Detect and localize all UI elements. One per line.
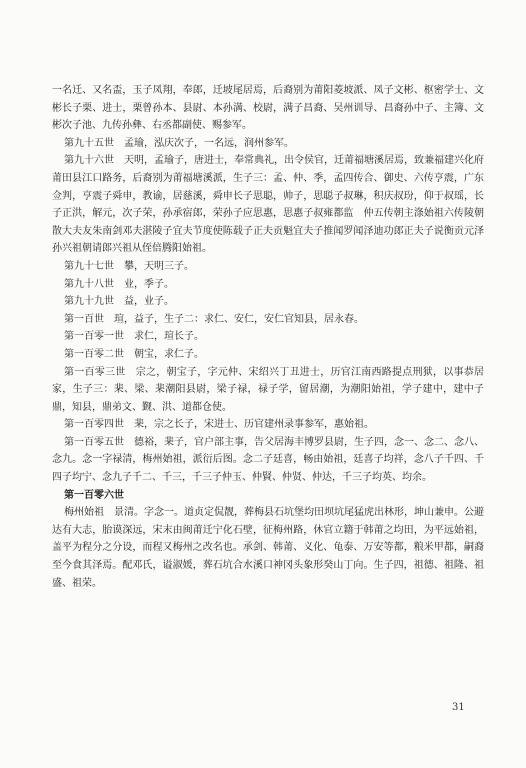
generation-98: 第九十八世 业，季子。 [64, 278, 174, 290]
generation-95: 第九十五世 孟瑜，泓庆次子，一名远，润州参军。 [64, 137, 294, 149]
generation-104: 第一百零四世 棐，宗之长子，宋进士、历官建州录事参军，惠始祖。 [64, 419, 374, 431]
generation-103: 第一百零三世 宗之，朝宝子，字元仲、宋绍兴丁丑进士，历官江南西路提点刑狱，以事恭居家，生子三：棐、梁、棐潮阳县尉，梁子禄，禄子学，留居潮，为潮阳始祖，学子建中，建中子鼎，知县，鼎弟文、觐、洪、道都仓使。 [52, 366, 484, 413]
meizhou-founder-paragraph: 梅州始祖 景清。字念一。道贞定侃靓，葬梅县石坑堡均田坝坑尾猛虎出林形，坤山兼申。公避达有大志，胎谟深远，宋末由闽莆迁宁化石壁，征梅州路，休官立籍于韩莆之均田，为平远始祖，盖平为程分之分设，而程又梅州之改名也。承剑、韩莆、义化、龟泰、万安等都，粮米甲都，嗣裔至今食其泽焉。配邓氏，谥淑媛，葬石坑合水溪口神冈头象形癸山丁向。生子四，祖德、祖隆、祖盛、祖荣。 [52, 507, 484, 589]
generation-102: 第一百零二世 朝宝，求仁子。 [64, 348, 204, 360]
page-number: 31 [452, 702, 465, 713]
generation-99: 第九十九世 益，业子。 [64, 296, 174, 308]
generation-105: 第一百零五世 德裕，棐子，官户部主事，告父居海丰博罗县尉，生子四，念一、念二、念八、念九。念一字禄清，梅州始祖，派衍后图。念二子廷喜，畅由始祖，廷喜子均祥，念八子千四、千四子均宁、念九子千二、千三，千三子仲玉、仲賢、仲贤、仲达，千三子均英、均余。 [52, 436, 484, 484]
generation-97: 第九十七世 攀，天明三子。 [64, 260, 194, 272]
generation-101: 第一百零一世 求仁，瑄长子。 [64, 331, 204, 343]
paragraph-intro: 一名迁、又名盃，玉子凤翔，奉郎，迁坡尾居焉，后裔别为莆阳菱坡派、凤子文彬、枢密学士、文彬长子栗、进士，栗曾孙本、县尉、本孙满、校尉，满子昌裔、吴州训导、昌裔孙中子、主簿、文彬次子池、九传孙彝、右丞都副使、赐参军。 [52, 85, 484, 132]
section-heading-106: 第一百零六世 [64, 489, 124, 501]
generation-96: 第九十六世 天明，孟瑜子，唐进士，奉常典礼，出令侯官，迁莆福塘溪居焉，致兼福建兴化府莆田县江口路务，后裔别为莆福塘溪派，生子三：孟、仲、季，孟四传合、御史、六传亨震，广东佥判，亨震子舜申，教谕，居慈溪，舜申长子思聪，帅子，思聪子叔琳，积庆叔玢，仰于叔瑶，长子正洪，解元，次子荣，孙承宿郎，荣孙子应思惠，思惠子叔雍都监 仲五传朝主涤始祖六传陵朝散大夫友朱南剑邓夫湛陵子宜夫节度使陈载子正夫贡魁宜夫子推闻罗闻泽迪功郎正夫子说衡贡元泽孙兴祖朝请郎兴祖从侄倍腾阳始祖。 [52, 155, 484, 255]
page-body [52, 82, 484, 592]
generation-100: 第一百世 瑄，益子，生子二：求仁、安仁，安仁官知县，居永春。 [64, 313, 364, 325]
